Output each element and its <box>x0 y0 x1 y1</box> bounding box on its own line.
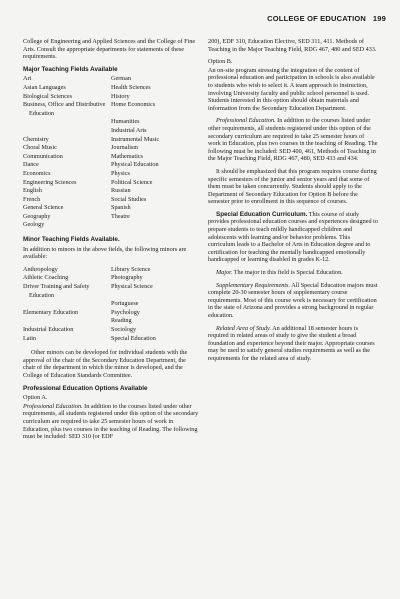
major-field-item: Mathematics <box>111 152 143 160</box>
major-field-item: Physics <box>111 169 130 177</box>
major-field-item: Geology <box>23 221 45 229</box>
major-field-item: Humanities <box>111 118 140 126</box>
related-area-text: An additional 18 semester hours is required in related areas of study to give the student a broad foundation and experience beyond their major. Appropriate courses may be used to satisfy general studies requirements as well as the requirements for the related area of study. <box>208 324 375 362</box>
running-header <box>267 14 386 23</box>
minor-field-item: Library Science <box>111 265 151 273</box>
major-field-item: General Science <box>23 204 64 212</box>
minor-field-item: Industrial Education <box>23 326 74 333</box>
minor-field-item <box>23 317 111 326</box>
major-text: The major in this field is Special Education. <box>233 269 343 277</box>
major-field-item: English <box>23 187 42 195</box>
major-field-item: German <box>111 75 131 83</box>
major-field-item: Engineering Sciences <box>23 178 77 186</box>
major-field-item: Dance <box>23 161 39 169</box>
minor-field-item: Elementary Education <box>23 308 79 316</box>
minor-field-item: Latin <box>23 334 37 342</box>
option-b-paragraph: An on-site program stressing the integration of the content of professional education and participation in schools is also available to students who wish to select it. A team approach to instruction, involving University faculty and public school personnel is used. Students interested in this option should obtain materials and information from the Secondary Education Department. <box>208 66 375 112</box>
major-field-item: French <box>23 195 41 203</box>
minor-field-item: Portuguese <box>111 300 139 308</box>
minor-field-item: Special Education <box>111 334 156 342</box>
running-title: COLLEGE OF EDUCATION <box>267 14 367 23</box>
right-column <box>208 38 378 368</box>
option-b-label: Option B. <box>208 58 233 66</box>
related-area-paragraph <box>208 325 378 363</box>
major-field-item: Industrial Arts <box>111 126 147 134</box>
major-field-item: Health Sciences <box>111 83 151 91</box>
major-field-item: Choral Music <box>23 144 57 152</box>
major-field-item: Economics <box>23 169 51 177</box>
minor-field-item: Athletic Coaching <box>23 274 69 282</box>
special-education-heading: Special Education Curriculum. <box>216 210 308 218</box>
major-field-item: Theatre <box>111 212 130 220</box>
major-field-item <box>23 118 111 127</box>
minor-heading-label: Minor Teaching Fields Available. <box>23 236 120 244</box>
special-education-text: This course of study provides professional education courses and experiences designed to prepare students to teach mildly handicapped children and adolescents with learning and/or behavior problems. This curriculum leads to a Bachelor of Arts in Education degree and to certification for teaching the mentally handicapped emotionally handicapped or learning disabled in grades K-12. <box>208 210 378 264</box>
major-field-item: Instrumental Music <box>111 135 160 143</box>
minor-field-item: Photography <box>111 274 143 282</box>
minor-field-item <box>23 300 111 309</box>
major-field-item: Social Studies <box>111 195 147 203</box>
major-paragraph <box>208 269 378 277</box>
option-b-lead: Professional Education. <box>216 117 276 125</box>
minor-field-item: Psychology <box>111 308 140 316</box>
major-field-item: Geography <box>23 212 51 220</box>
major-field-item: Business, Office and Distributive Education <box>23 101 106 117</box>
option-b-professional-paragraph <box>208 117 378 163</box>
major-field-item: Physical Education <box>111 161 159 169</box>
minor-field-item: Physical Science <box>111 283 153 291</box>
options-heading: Professional Education Options Available <box>23 384 148 392</box>
major-field-item: Political Science <box>111 178 153 186</box>
supplementary-paragraph <box>208 282 378 320</box>
major-field-item <box>111 221 199 230</box>
major-field-item: Art <box>23 75 32 83</box>
minor-field-item: Anthropology <box>23 265 58 273</box>
minor-field-item: Sociology <box>111 326 137 333</box>
emphasis-paragraph: It should be emphasized that this program requires course during specific semesters of the junior and senior years and that some of them must be taken concurrently. Students should apply to the Department of Secondary Education for Option B before the semester prior to enrollment in this sequence of courses. <box>208 167 377 206</box>
option-a-continued: 200), EDF 310, Education Elective, SED 311, 411. Methods of Teaching in the Major Teaching Field, RDG 467, 480 and SED 433. <box>208 38 377 53</box>
major-field-item: Spanish <box>111 204 131 212</box>
major-field-item: Biological Sciences <box>23 92 72 100</box>
major-field-item: Communication <box>23 152 63 160</box>
major-lead: Major. <box>216 269 233 277</box>
left-column <box>23 38 199 446</box>
supplementary-text: All Special Education majors must complete 20-30 semester hours of supplementary course requirements. Most of this course work is necessary for certification in the state of Arizona and provides a strong background in regular education. <box>208 281 378 319</box>
major-field-item <box>23 127 111 136</box>
major-field-item: Chemistry <box>23 135 49 143</box>
major-field-item: History <box>111 92 130 100</box>
major-field-item: Russian <box>111 187 131 195</box>
minor-field-item: Reading <box>111 317 132 325</box>
other-minors-paragraph: Other minors can be developed for individual students with the approval of the chair of the Secondary Education Department, the chair of the department in which the minor is developed, and the College of Education Standards Committee. <box>23 349 188 379</box>
major-field-item: Asian Languages <box>23 83 66 91</box>
minor-fields-heading <box>23 236 199 244</box>
major-field-item: Home Economics <box>111 101 156 109</box>
page-number: 199 <box>372 14 386 23</box>
major-fields-heading: Major Teaching Fields Available <box>23 65 118 73</box>
minor-intro: In addition to minors in the above fields, the following minors are available: <box>23 245 187 261</box>
option-a-text: In addition to the courses listed under other requirements, all students registered under this option of the secondary curriculum are required to take 25 semester hours of work in Education, plus two courses in the teaching of Reading. The following must be included: SED 310 (or EDF <box>23 402 199 441</box>
option-b-text: In addition to the courses listed under other requirements, all students registered under this option of the secondary curriculum are required to take 25 semester hours of work in Education, plus two courses in the teaching of Reading. The following must be included: SED 400, 461, Methods of Teaching in the Major Teaching Field, RDG 467, 480, SED 433 and 434. <box>208 117 378 163</box>
special-education-paragraph <box>208 211 378 264</box>
major-field-item: Journalism <box>111 144 139 152</box>
option-a-paragraph <box>23 403 199 441</box>
option-a-label: Option A. <box>23 394 48 402</box>
major-fields-list <box>23 75 199 230</box>
option-a-lead: Professional Education. <box>23 402 83 410</box>
related-area-lead: Related Area of Study. <box>216 324 271 332</box>
supplementary-lead: Supplementary Requirements. <box>216 281 291 289</box>
intro-paragraph: College of Engineering and Applied Sciences and the College of Fine Arts. Consult the appropriate departments for statements of these requirements. <box>23 38 196 61</box>
minor-fields-list <box>23 266 199 343</box>
minor-field-item: Driver Training and Safety Education <box>23 283 90 299</box>
